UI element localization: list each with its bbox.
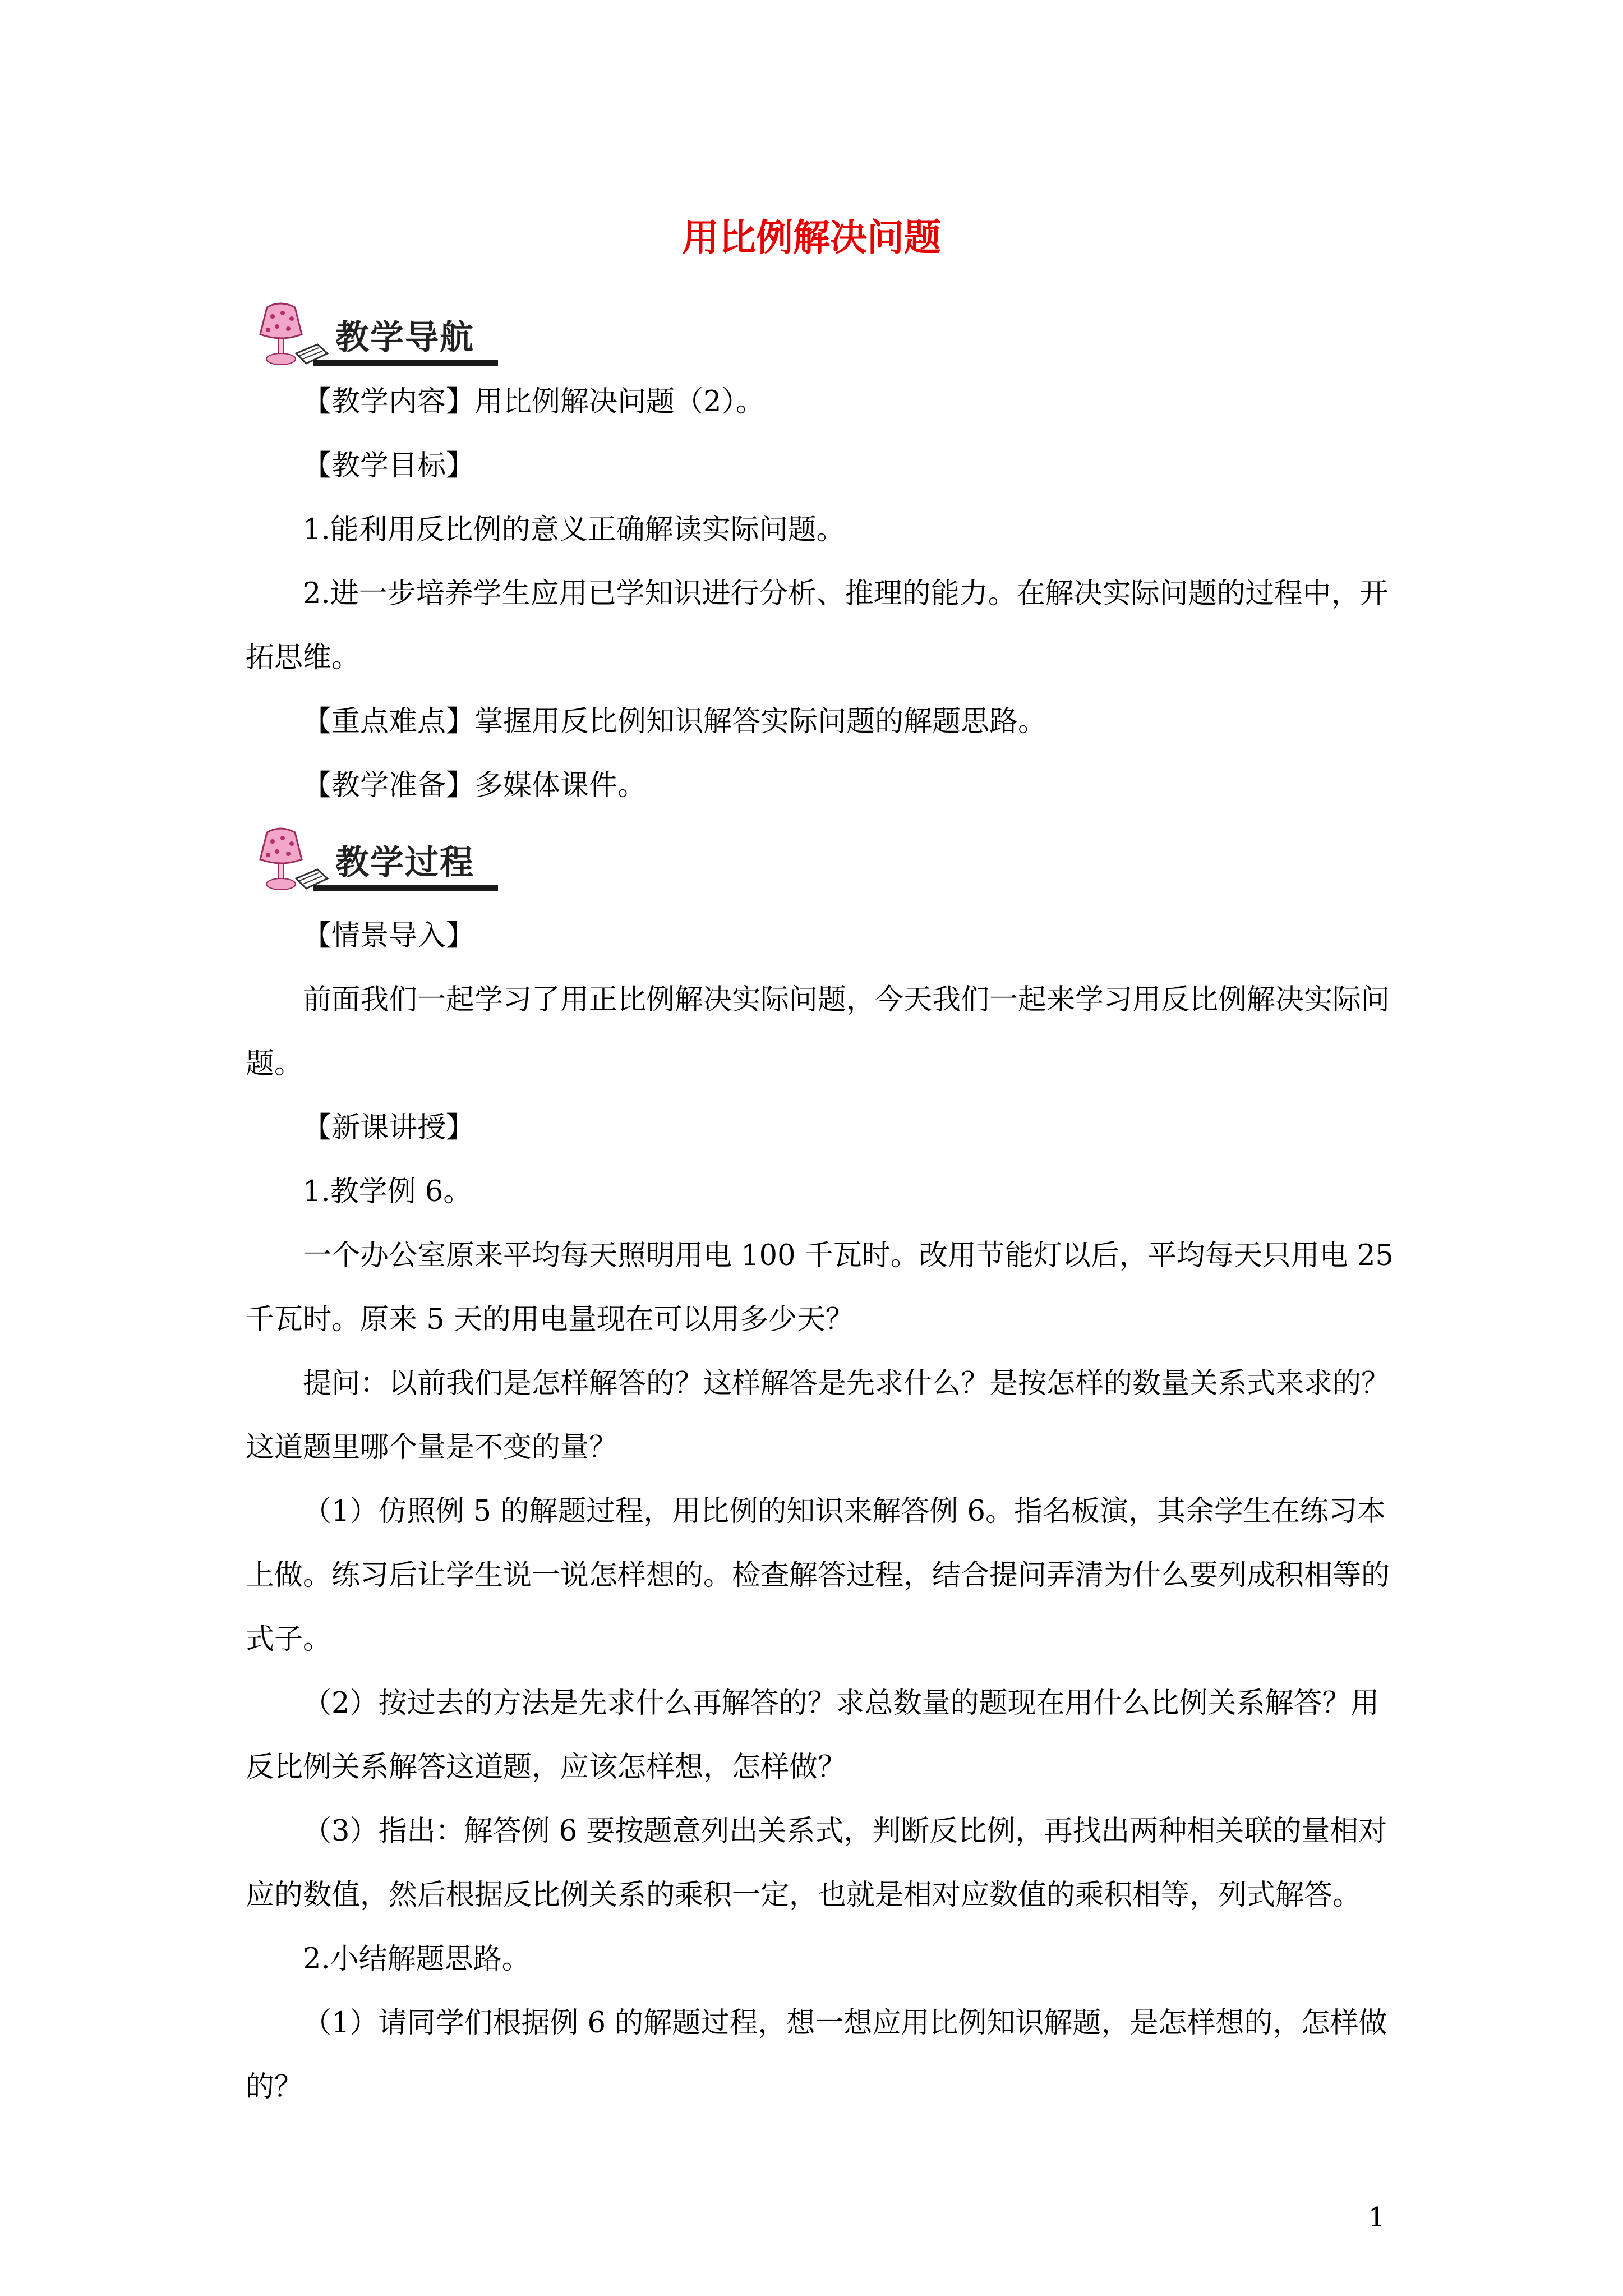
text-line: 【教学目标】 [303,449,475,482]
text-line: 【新课讲授】 [303,1111,475,1144]
text-line: 前面我们一起学习了用正比例解决实际问题，今天我们一起来学习用反比例解决实际问 [303,983,1390,1016]
text-line: 这道题里哪个量是不变的量？ [246,1431,618,1464]
text-line: 拓思维。 [246,641,361,674]
text-line: 【教学内容】用比例解决问题（2）。 [303,385,764,418]
text-line: 题。 [246,1047,303,1080]
text-line: 【情景导入】 [303,919,475,953]
text-line: 1.教学例 6。 [303,1175,472,1208]
section-banner-process [246,822,498,901]
text-line: 应的数值，然后根据反比例关系的乘积一定，也就是相对应数值的乘积相等，列式解答。 [246,1879,1362,1912]
section-banner-nav [246,297,498,376]
text-line: 千瓦时。原来 5 天的用电量现在可以用多少天？ [246,1303,854,1336]
text-line: 1.能利用反比例的意义正确解读实际问题。 [303,513,845,546]
text-line: 2.进一步培养学生应用已学知识进行分析、推理的能力。在解决实际问题的过程中，开 [303,577,1389,610]
text-line: 提问：以前我们是怎样解答的？这样解答是先求什么？是按怎样的数量关系式来求的？ [303,1367,1390,1400]
text-line: 2.小结解题思路。 [303,1943,531,1976]
section-underline [313,885,498,891]
text-line: 【重点难点】掌握用反比例知识解答实际问题的解题思路。 [303,705,1047,738]
text-line: 【教学准备】多媒体课件。 [303,769,647,802]
page-number: 1 [1368,2202,1385,2233]
text-line: （1）请同学们根据例 6 的解题过程，想一想应用比例知识解题，是怎样想的，怎样做 [303,2007,1387,2040]
text-line: 一个办公室原来平均每天照明用电 100 千瓦时。改用节能灯以后，平均每天只用电 25 [303,1239,1394,1272]
text-line: 反比例关系解答这道题，应该怎样想，怎样做？ [246,1751,847,1784]
section-label: 教学导航 [335,318,474,357]
text-line: （1）仿照例 5 的解题过程，用比例的知识来解答例 6。指名板演，其余学生在练习本 [303,1495,1386,1528]
text-line: （2）按过去的方法是先求什么再解答的？求总数量的题现在用什么比例关系解答？用 [303,1687,1380,1720]
text-line: 上做。练习后让学生说一说怎样想的。检查解答过程，结合提问弄清为什么要列成积相等的 [246,1559,1390,1592]
page-title: 用比例解决问题 [682,215,941,259]
text-line: （3）指出：解答例 6 要按题意列出关系式，判断反比例，再找出两种相关联的量相对 [303,1815,1387,1848]
text-line: 的？ [246,2070,303,2104]
text-line: 式子。 [246,1623,332,1656]
section-label: 教学过程 [335,843,474,882]
section-underline [313,360,498,366]
